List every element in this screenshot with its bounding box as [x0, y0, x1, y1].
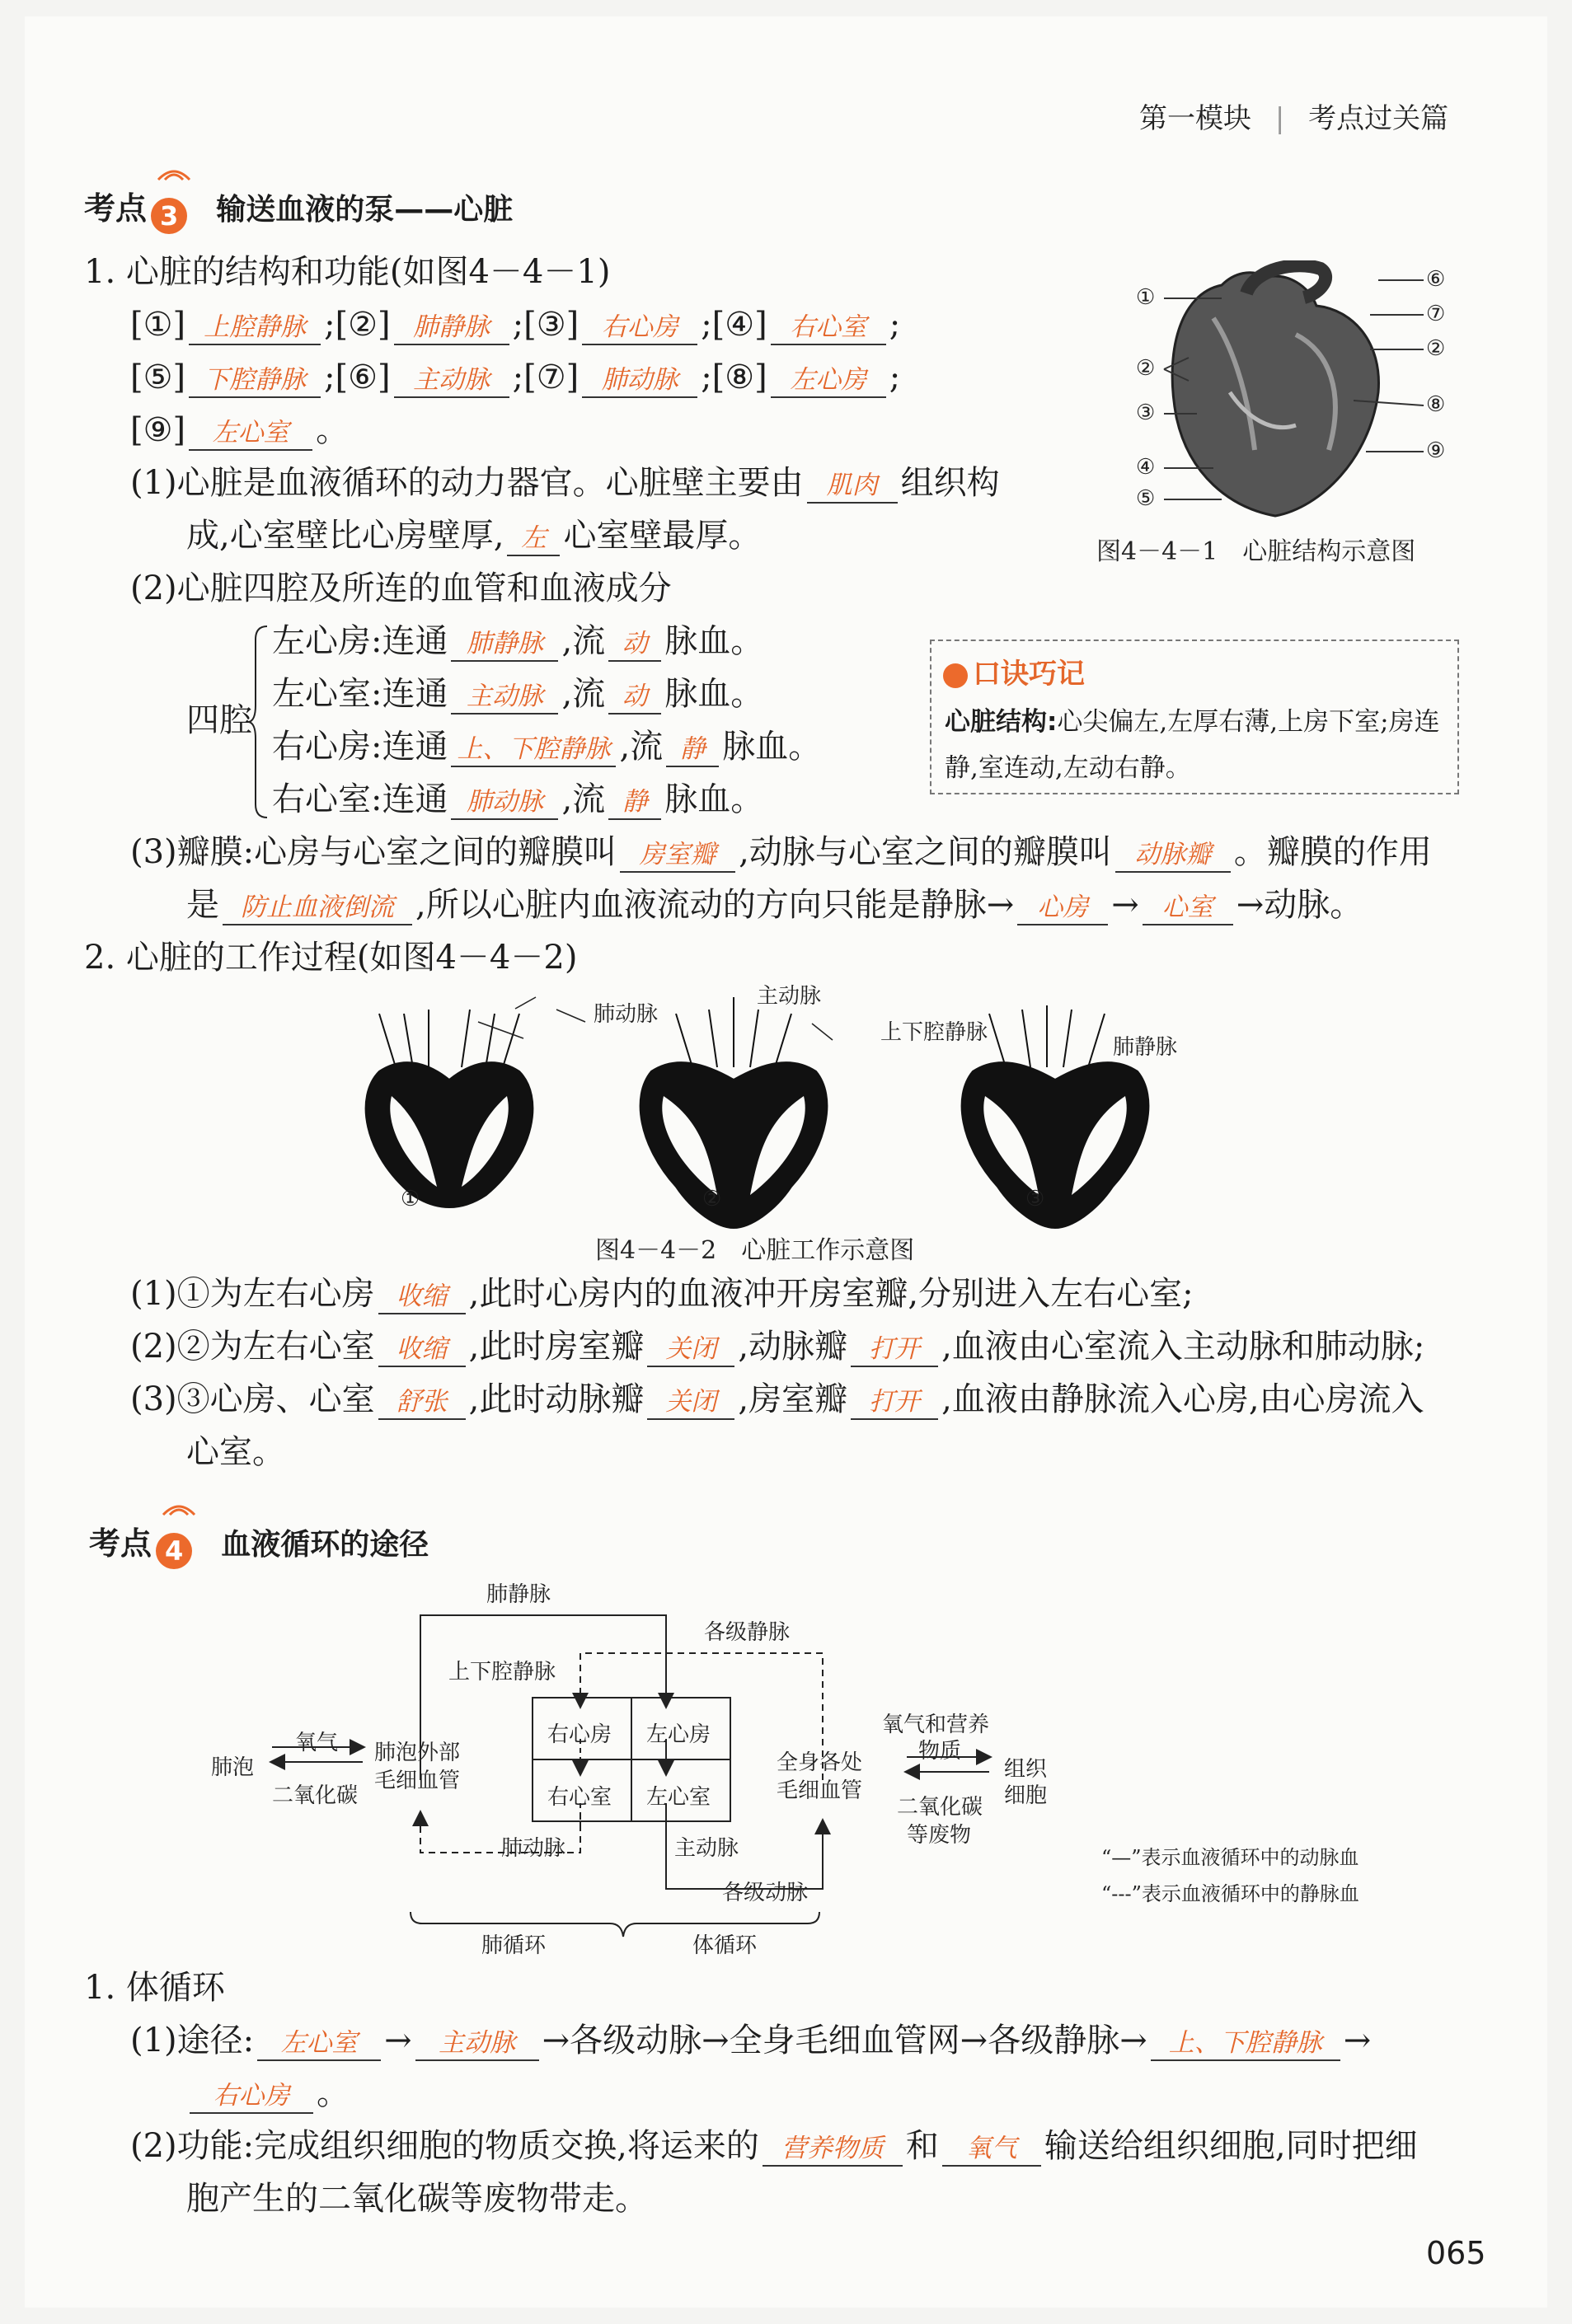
fig-label: ⑥: [1426, 267, 1446, 292]
chamber-label: 左心房: [646, 1722, 711, 1747]
chamber-label: 右心室: [547, 1785, 612, 1810]
text: 右心室:连通: [272, 780, 448, 818]
text: ,血液由心室流入主动脉和肺动脉;: [941, 1328, 1425, 1366]
header-section: 考点过关篇: [1308, 102, 1449, 135]
part-number: ⑧: [725, 358, 755, 396]
part-number: ⑤: [143, 358, 173, 396]
four-chambers-label: 四腔: [186, 701, 252, 739]
mnemonic-title-text: 口诀巧记: [973, 658, 1085, 691]
brace: [247, 623, 272, 821]
diagram-label: 体循环: [692, 1933, 758, 1958]
diagram-label: 组织: [1004, 1757, 1048, 1782]
paragraph: [130, 463, 1000, 504]
text: 左心室:连通: [272, 675, 448, 713]
fig-label: 上下腔静脉: [880, 1020, 988, 1045]
answer-blank: 房室瓣: [620, 838, 735, 873]
fig-label: ⑤: [1136, 486, 1156, 511]
diagram-label: 肺静脉: [486, 1582, 551, 1607]
diagram-label: 肺泡外部: [374, 1741, 461, 1765]
answer-blank: 收缩: [378, 1280, 466, 1314]
text: ,此时心房内的血液冲开房室瓣,分别进入左右心室;: [468, 1275, 1194, 1313]
fig-label: 主动脉: [757, 984, 822, 1009]
answer-blank: 关闭: [647, 1333, 734, 1367]
text: ,此时动脉瓣: [468, 1380, 645, 1418]
diagram-label: 二氧化碳: [272, 1783, 359, 1808]
answer-blank: 动: [608, 680, 661, 715]
kaodian-label: 考点: [89, 1525, 153, 1562]
text: →各级动脉→全身毛细血管网→各级静脉→: [542, 2022, 1147, 2059]
answer-blank: 肺动脉: [582, 363, 697, 398]
part-number: ⑥: [348, 358, 378, 396]
diagram-label: 肺泡: [211, 1755, 255, 1780]
heart-working-figure: [346, 989, 1278, 1236]
diagram-label: 各级静脉: [704, 1620, 791, 1645]
text: (1)心脏是血液循环的动力器官。心脏壁主要由: [130, 464, 804, 502]
answer-blank: 肺静脉: [451, 627, 558, 662]
answer-blank: 心室: [1143, 891, 1233, 925]
fig-label: ⑦: [1426, 302, 1446, 326]
part-number: ④: [725, 306, 755, 344]
diagram-label: 物质: [918, 1739, 962, 1764]
text: 输送给组织细胞,同时把细: [1044, 2127, 1418, 2165]
answer-blank: 主动脉: [394, 363, 509, 398]
figure-caption: 图4－4－1 心脏结构示意图: [1096, 537, 1416, 566]
answer-blank: 心房: [1017, 891, 1108, 925]
text: ,此时房室瓣: [468, 1328, 645, 1366]
paragraph: [130, 1380, 1424, 1420]
text: ,血液由静脉流入心房,由心房流入: [941, 1380, 1424, 1418]
chamber-row: [272, 727, 821, 767]
diagram-label: 氧气: [295, 1731, 339, 1755]
legend-item: “---”表示血液循环中的静脉血: [1101, 1882, 1359, 1905]
text: ,动脉瓣: [738, 1328, 848, 1366]
answer-blank: 上腔静脉: [189, 311, 321, 345]
mnemonic-box: [930, 640, 1459, 794]
paragraph: [186, 516, 761, 556]
text: 脉血。: [664, 780, 764, 818]
answer-blank: 主动脉: [451, 680, 558, 715]
diagram-label: 肺循环: [481, 1933, 547, 1958]
chamber-row: [272, 674, 763, 715]
mnemonic-body: [945, 699, 1448, 791]
answer-blank: 主动脉: [415, 2026, 539, 2061]
paragraph: [130, 2126, 1418, 2167]
fig-label: ①: [401, 1187, 420, 1211]
answer-blank: 打开: [851, 1385, 938, 1420]
text: (3)③心房、心室: [130, 1380, 375, 1418]
fig-label: ⑨: [1426, 438, 1446, 463]
answer-blank: 肺动脉: [451, 785, 558, 820]
text: 左心房:连通: [272, 622, 448, 660]
answer-blank: 打开: [851, 1333, 938, 1367]
part-number: ②: [348, 306, 378, 344]
signal-icon: [158, 1495, 199, 1516]
text: (2)②为左右心室: [130, 1328, 375, 1366]
chamber-row: [272, 621, 763, 662]
fig-label: ①: [1136, 285, 1156, 310]
part-number: ①: [143, 306, 173, 344]
answer-blank: 静: [666, 733, 719, 767]
fig-label: ②: [1136, 356, 1156, 381]
kaodian-title: 输送血液的泵——心脏: [216, 193, 514, 227]
text: ,流: [561, 622, 606, 660]
diagram-label: 等废物: [907, 1823, 972, 1848]
paragraph: [130, 1327, 1424, 1367]
text: ,动脉与心室之间的瓣膜叫: [739, 833, 1112, 871]
answer-blank: 右心房: [582, 311, 697, 345]
answer-blank: 静: [608, 785, 661, 820]
fig-label: ②: [702, 1187, 722, 1211]
text: 组织构: [900, 464, 1000, 502]
answer-blank: 肺静脉: [394, 311, 509, 345]
text: 心室壁最厚。: [563, 517, 762, 555]
parts-row: [①] 上腔静脉 ;[②] 肺静脉 ;[③] 右心房 ;[④] 右心室 ;: [130, 306, 901, 344]
answer-blank: 上、下腔静脉: [1151, 2026, 1340, 2061]
diagram-label: 二氧化碳: [897, 1795, 983, 1820]
text: →动脉。: [1236, 886, 1363, 924]
diagram-label: 上下腔静脉: [448, 1660, 556, 1684]
answer-blank: 动: [608, 627, 661, 662]
paragraph: 胞产生的二氧化碳等废物带走。: [186, 2180, 648, 2218]
text: 。瓣膜的作用: [1233, 833, 1432, 871]
fig-label: 肺动脉: [594, 1002, 659, 1027]
text: 脉血。: [664, 622, 764, 660]
fig-label: ②: [1426, 336, 1446, 361]
paragraph: (2)心脏四腔及所连的血管和血液成分: [130, 569, 672, 607]
legend-item: “—”表示血液循环中的动脉血: [1101, 1846, 1359, 1869]
answer-blank: 肌肉: [807, 469, 898, 504]
paragraph: [130, 832, 1432, 873]
answer-blank: 舒张: [378, 1385, 466, 1420]
text: 成,心室壁比心房壁厚,: [186, 517, 504, 555]
paragraph: [186, 885, 1363, 925]
bulb-icon: [943, 663, 968, 688]
signal-icon: [153, 160, 195, 181]
text: →: [1111, 886, 1139, 924]
header-module: 第一模块: [1139, 102, 1251, 135]
diagram-label: 肺动脉: [501, 1836, 566, 1861]
text: (1)途径:: [130, 2022, 255, 2059]
header: [1139, 96, 1448, 136]
paragraph: 心室。: [186, 1433, 285, 1471]
diagram-label: 各级动脉: [722, 1881, 809, 1905]
diagram-label: 氧气和营养: [882, 1713, 990, 1737]
diagram-label: 毛细血管: [777, 1778, 863, 1803]
fig-label: ③: [1136, 401, 1156, 425]
answer-blank: 关闭: [647, 1385, 734, 1420]
fig-label: ④: [1136, 455, 1156, 480]
kaodian-number-badge: 3: [151, 198, 187, 234]
kaodian-title: 血液循环的途径: [221, 1528, 429, 1562]
answer-blank: 左心房: [771, 363, 886, 398]
text: ,流: [561, 780, 606, 818]
text: 右心房:连通: [272, 728, 448, 766]
text: 。: [317, 2074, 350, 2112]
chamber-row: [272, 780, 763, 820]
text: →: [1343, 2022, 1372, 2059]
text: ,所以心脏内血液流动的方向只能是静脉→: [415, 886, 1015, 924]
diagram-label: 毛细血管: [374, 1769, 461, 1793]
answer-blank: 左心室: [257, 2026, 381, 2061]
text: 和: [905, 2127, 939, 2165]
paragraph: [130, 1274, 1194, 1314]
text: 是: [186, 886, 219, 924]
header-divider: |: [1274, 102, 1285, 135]
item-heading: 1. 体循环: [84, 1969, 225, 2007]
part-number: ③: [536, 306, 566, 344]
parts-row: [⑨] 左心室 。: [130, 411, 350, 449]
chamber-label: 左心室: [646, 1785, 711, 1810]
answer-blank: 左: [507, 522, 560, 556]
paragraph: [186, 2073, 350, 2114]
answer-blank: 右心房: [190, 2079, 313, 2114]
chamber-label: 右心房: [547, 1722, 612, 1747]
part-number: ⑦: [536, 358, 566, 396]
kaodian-label: 考点: [84, 190, 148, 227]
text: 脉血。: [664, 675, 764, 713]
diagram-label: 全身各处: [777, 1750, 863, 1775]
fig-label: ③: [1025, 1187, 1045, 1211]
mnemonic-title: [943, 651, 1085, 691]
text: ,房室瓣: [738, 1380, 848, 1418]
heart-structure-figure: [1131, 260, 1461, 524]
fig-label: ⑧: [1426, 392, 1446, 417]
text: ,流: [561, 675, 606, 713]
kaodian3-heading: [84, 183, 513, 234]
answer-blank: 营养物质: [763, 2132, 903, 2167]
text: 脉血。: [722, 728, 822, 766]
item-heading: 2. 心脏的工作过程(如图4－4－2): [84, 939, 578, 977]
answer-blank: 上、下腔静脉: [451, 733, 616, 767]
answer-blank: 左心室: [189, 416, 312, 451]
text: (1)①为左右心房: [130, 1275, 375, 1313]
answer-blank: 氧气: [942, 2132, 1041, 2167]
part-number: ⑨: [143, 411, 173, 449]
answer-blank: 下腔静脉: [189, 363, 321, 398]
answer-blank: 防止血液倒流: [223, 891, 412, 925]
parts-row: [⑤] 下腔静脉 ;[⑥] 主动脉 ;[⑦] 肺动脉 ;[⑧] 左心房 ;: [130, 358, 901, 396]
mnemonic-key: 心脏结构:: [945, 707, 1058, 737]
answer-blank: 右心室: [771, 311, 886, 345]
text: →: [384, 2022, 412, 2059]
fig-label: 肺静脉: [1113, 1035, 1178, 1060]
text: ,流: [619, 728, 664, 766]
text: (3)瓣膜:心房与心室之间的瓣膜叫: [130, 833, 617, 871]
kaodian4-heading: [89, 1518, 429, 1569]
kaodian-number-badge: 4: [156, 1533, 192, 1569]
answer-blank: 收缩: [378, 1333, 466, 1367]
page-number: 065: [1426, 2235, 1486, 2271]
mnemonic-text: 心尖偏左,左厚右薄,上房下室;房连静,室连动,左动右静。: [945, 707, 1440, 783]
text: (2)功能:完成组织细胞的物质交换,将运来的: [130, 2127, 759, 2165]
answer-blank: 动脉瓣: [1115, 838, 1231, 873]
diagram-label: 细胞: [1004, 1783, 1048, 1808]
diagram-label: 主动脉: [674, 1836, 739, 1861]
item-heading: 1. 心脏的结构和功能(如图4－4－1): [84, 253, 611, 291]
figure-caption: 图4－4－2 心脏工作示意图: [595, 1236, 915, 1265]
paragraph: [130, 2021, 1371, 2061]
